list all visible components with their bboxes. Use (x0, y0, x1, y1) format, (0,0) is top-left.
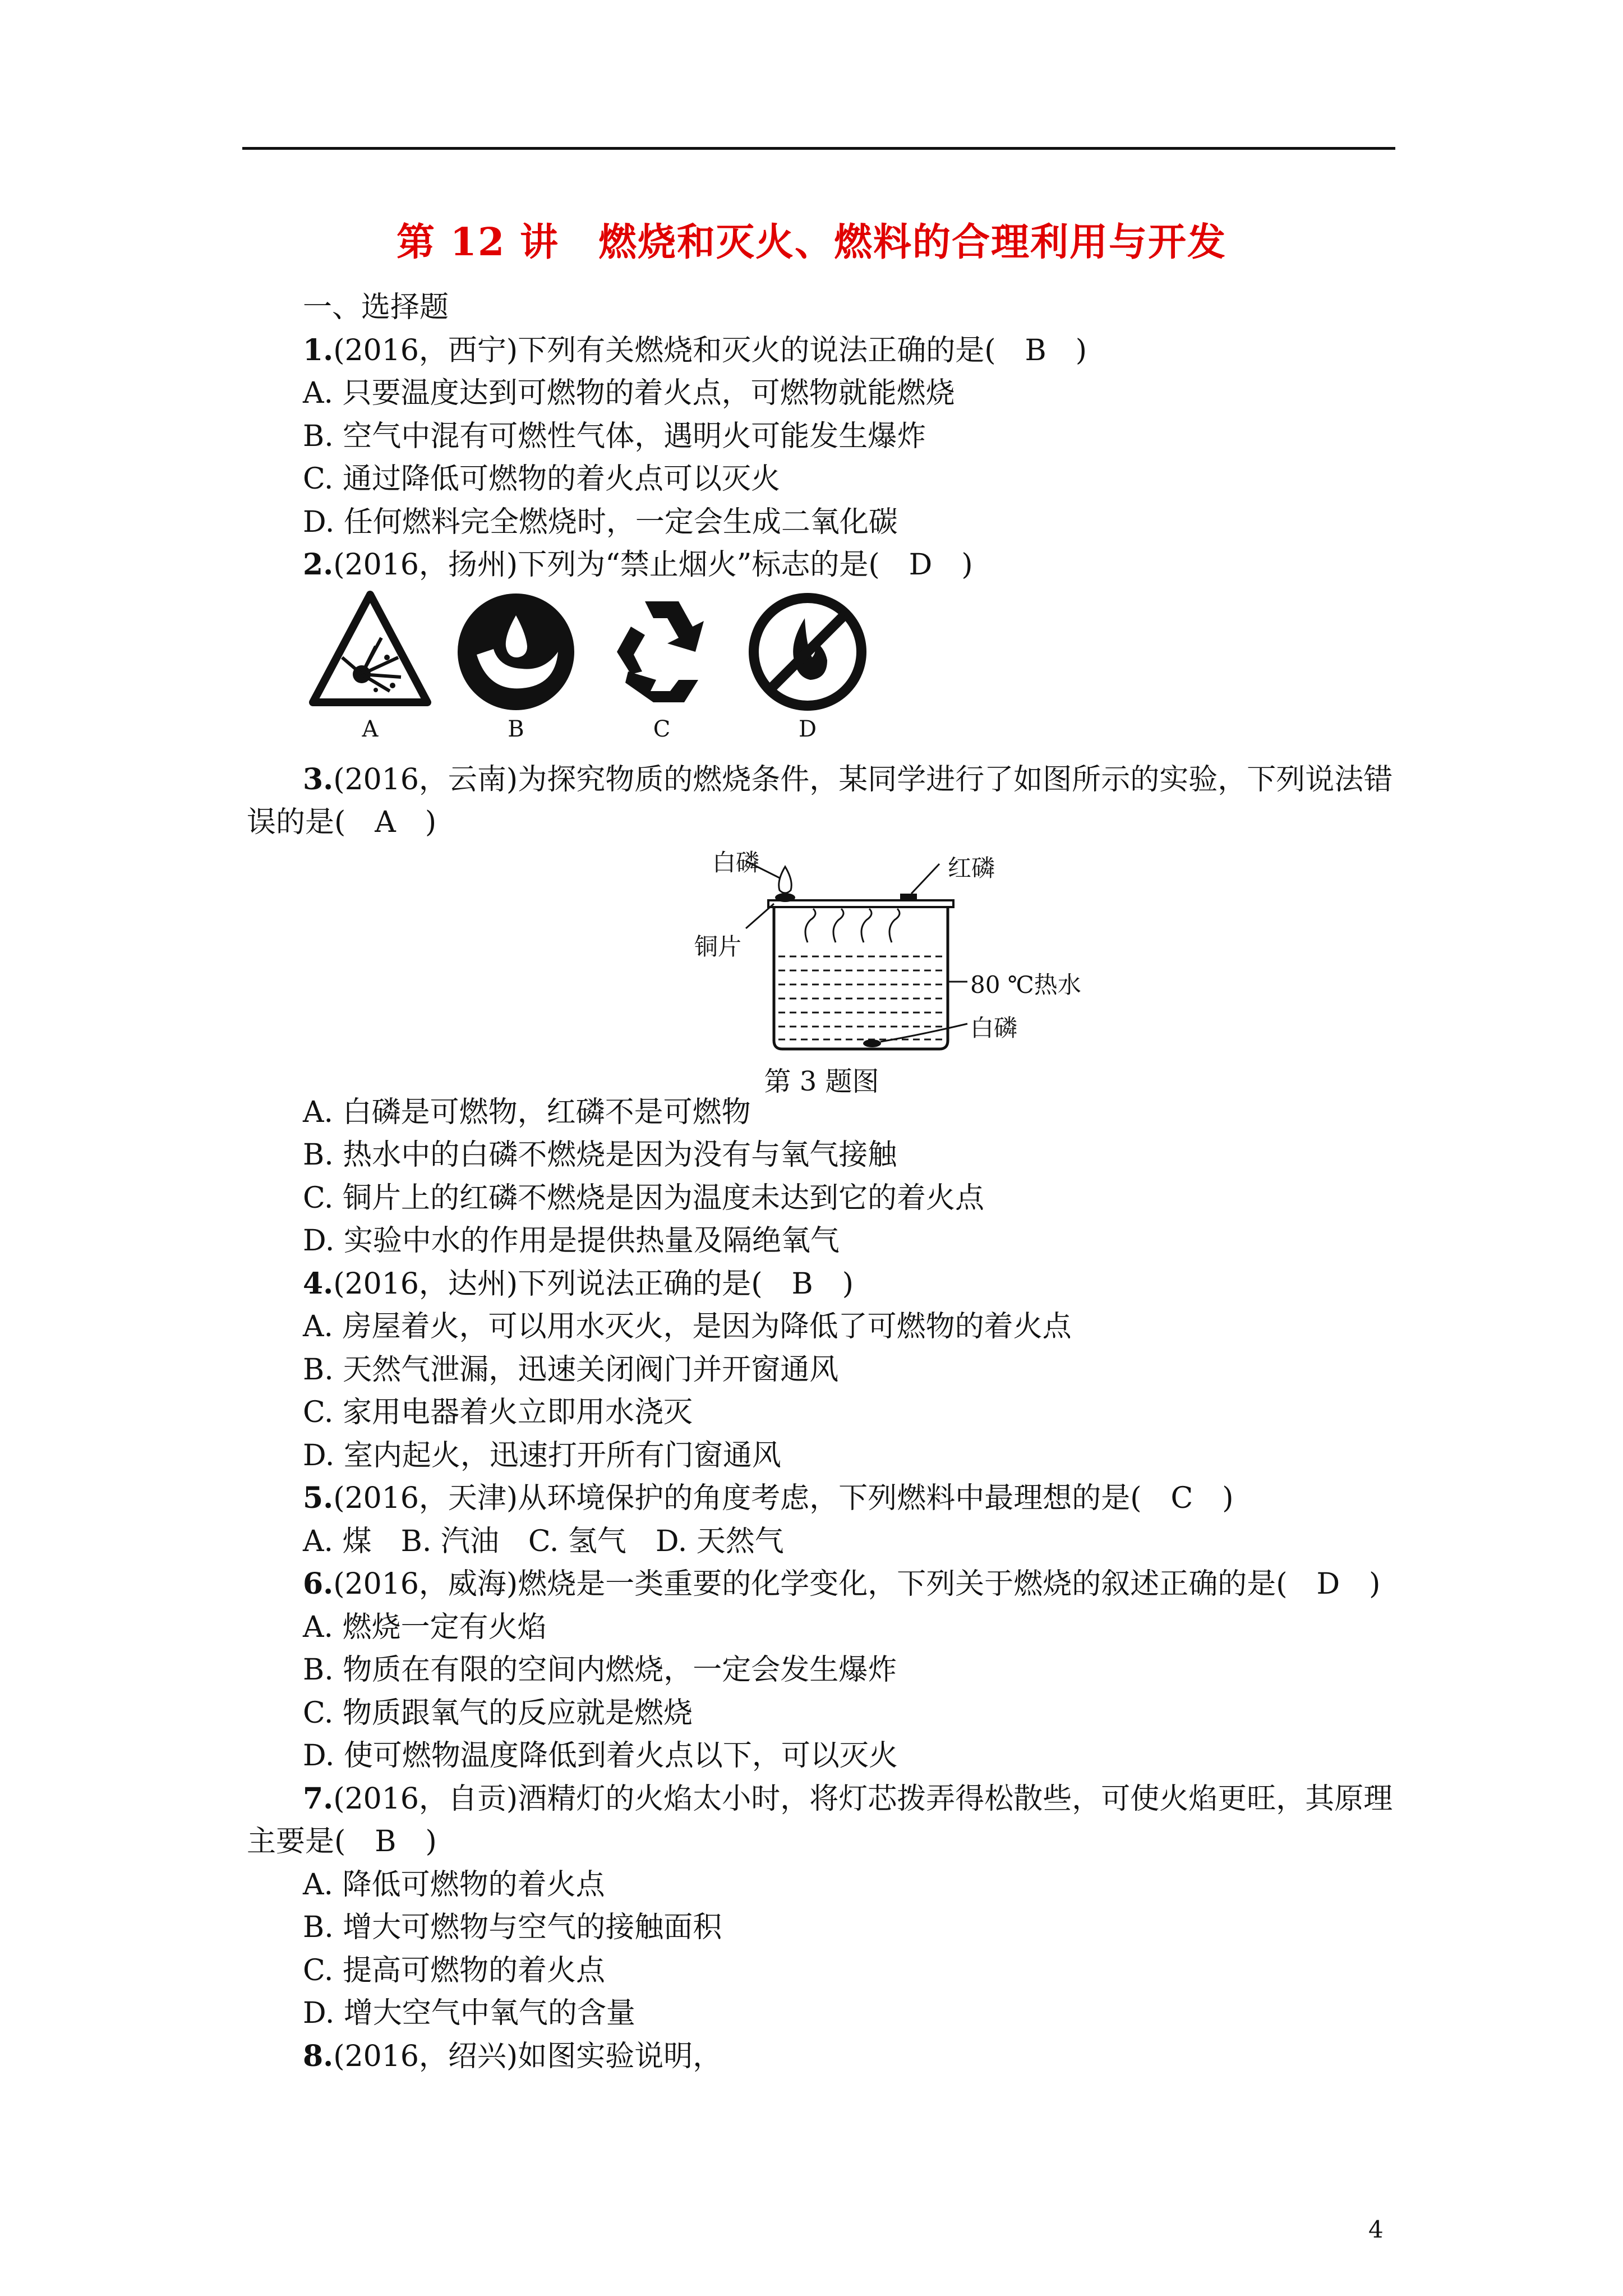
explosive-warning-icon (308, 590, 432, 714)
sign-figure (303, 590, 1396, 758)
option: A. 房屋着火，可以用水灭火，是因为降低了可燃物的着火点 (303, 1310, 1072, 1343)
section-heading: 一、选择题 (303, 291, 449, 324)
question-text: (2016，天津)从环境保护的角度考虑，下列燃料中最理想的是( C ) (333, 1481, 1234, 1515)
question-number: 5. (303, 1481, 334, 1515)
option: B. 物质在有限的空间内燃烧，一定会发生爆炸 (303, 1653, 897, 1687)
no-fire-icon (746, 590, 869, 714)
option: D. 任何燃料完全燃烧时，一定会生成二氧化碳 (303, 505, 898, 539)
question-number: 1. (303, 333, 334, 367)
option: A. 白磷是可燃物，红磷不是可燃物 (303, 1095, 751, 1129)
sign-c (594, 590, 729, 745)
question-text: (2016，达州)下列说法正确的是( B ) (333, 1267, 854, 1301)
question-text-continued: 误的是( A ) (247, 806, 437, 839)
question-text-continued: 主要是( B ) (247, 1825, 437, 1858)
option: D. 室内起火，迅速打开所有门窗通风 (303, 1438, 781, 1473)
sign-label: B (508, 716, 524, 742)
option: D. 实验中水的作用是提供热量及隔绝氧气 (303, 1224, 840, 1258)
option: C. 铜片上的红磷不燃烧是因为温度未达到它的着火点 (303, 1181, 984, 1215)
question-text: (2016，威海)燃烧是一类重要的化学变化，下列关于燃烧的叙述正确的是( D ) (333, 1567, 1381, 1601)
question-4 (247, 1263, 1396, 1306)
label-copper-plate: 铜片 (694, 932, 742, 960)
recycle-icon (600, 590, 723, 714)
option: B. 天然气泄漏，迅速关闭阀门并开窗通风 (303, 1352, 839, 1387)
question-7 (247, 1778, 1396, 1821)
option: C. 物质跟氧气的反应就是燃烧 (303, 1696, 693, 1730)
question-number: 7. (303, 1781, 334, 1816)
question-3 (247, 758, 1396, 802)
water-drop-icon (454, 590, 578, 714)
question-1 (247, 329, 1396, 372)
sign-label: D (798, 716, 817, 742)
page-number: 4 (1368, 2216, 1384, 2243)
figure-caption: 第 3 题图 (764, 1065, 879, 1097)
question-8 (247, 2035, 1396, 2078)
sign-label: A (362, 716, 379, 742)
question-2 (247, 544, 1396, 587)
option-line: A. 煤 B. 汽油 C. 氢气 D. 天然气 (303, 1524, 784, 1558)
experiment-figure (247, 844, 1396, 1097)
option: D. 使可燃物温度降低到着火点以下，可以灭火 (303, 1739, 898, 1773)
page-title: 第 12 讲 燃烧和灭火、燃料的合理利用与开发 (396, 220, 1227, 265)
label-hot-water: 80 ℃热水 (970, 970, 1081, 999)
sign-d (740, 590, 875, 745)
label-white-phosphorus-top: 白磷 (712, 848, 760, 876)
option: C. 提高可燃物的着火点 (303, 1953, 605, 1987)
question-text: (2016，自贡)酒精灯的火焰太小时，将灯芯拨弄得松散些，可使火焰更旺，其原理 (333, 1782, 1393, 1816)
question-number: 8. (303, 2039, 334, 2073)
sign-b (449, 590, 583, 745)
option: C. 家用电器着火立即用水浇灭 (303, 1396, 693, 1429)
option: A. 只要温度达到可燃物的着火点，可燃物就能燃烧 (303, 376, 955, 410)
option: B. 增大可燃物与空气的接触面积 (303, 1911, 722, 1944)
question-number: 6. (303, 1567, 334, 1601)
question-6 (247, 1563, 1396, 1606)
question-number: 2. (303, 547, 334, 582)
option: D. 增大空气中氧气的含量 (303, 1996, 635, 2030)
question-text: (2016，绍兴)如图实验说明， (333, 2039, 722, 2073)
question-number: 4. (303, 1266, 334, 1301)
sign-label: C (653, 716, 671, 742)
question-number: 3. (303, 762, 334, 797)
option: C. 通过降低可燃物的着火点可以灭火 (303, 462, 780, 496)
document-body (247, 286, 1396, 2078)
question-text: (2016，云南)为探究物质的燃烧条件，某同学进行了如图所示的实验，下列说法错 (333, 762, 1393, 797)
question-text: (2016，西宁)下列有关燃烧和灭火的说法正确的是( B ) (333, 333, 1087, 367)
option: B. 热水中的白磷不燃烧是因为没有与氧气接触 (303, 1138, 897, 1172)
sign-a (303, 590, 437, 745)
question-5 (247, 1477, 1396, 1520)
option: B. 空气中混有可燃性气体，遇明火可能发生爆炸 (303, 419, 926, 453)
option: A. 燃烧一定有火焰 (303, 1610, 547, 1644)
label-white-phosphorus-bottom: 白磷 (970, 1014, 1018, 1042)
label-red-phosphorus: 红磷 (948, 854, 995, 882)
question-text: (2016，扬州)下列为“禁止烟火”标志的是( D ) (333, 548, 973, 582)
header-rule (242, 147, 1395, 150)
option: A. 降低可燃物的着火点 (303, 1867, 605, 1902)
